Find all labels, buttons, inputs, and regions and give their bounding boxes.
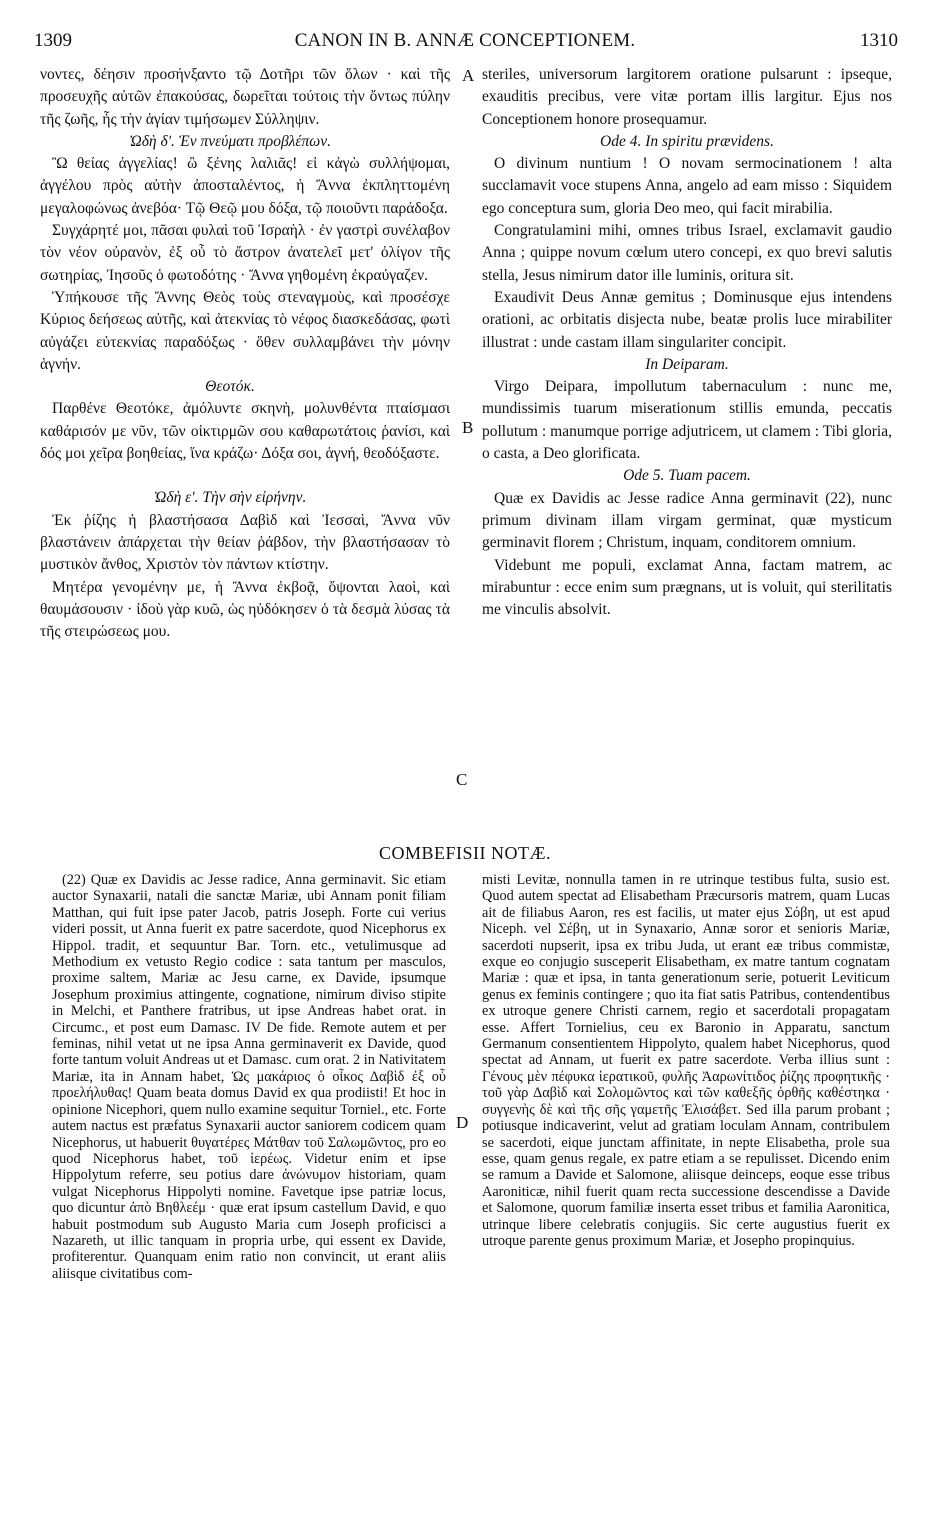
latin-paragraph: Videbunt me populi, exclamat Anna, factam matrem, ac mirabuntur : ecce enim sum prægnans, ut is voluit, qui sterilitatis me vinculis absolvit. [482,556,892,619]
greek-ode-5-heading: Ὠδὴ εʹ. Τὴν σὴν εἰρήνην. [153,489,307,507]
latin-deiparam-heading: In Deiparam. [645,355,729,373]
running-title: CANON IN B. ANNÆ CONCEPTIONEM. [294,30,636,51]
margin-letter-c: C [456,770,468,789]
latin-paragraph: Quæ ex Davidis ac Jesse radice Anna germinavit (22), nunc primum divinam illam virgam germinat, quæ mysticum germinavit florem ; Christum, inquam, conditorem omnium. [482,489,892,552]
page-header [30,28,900,58]
margin-letter-a: A [462,66,475,85]
latin-paragraph: Congratulamini mihi, omnes tribus Israel, exclamavit gaudio Anna ; quippe novum cœlum utero concepi, ex quo brevi salutis stella, Jesus nimirum dator ille luminis, oritura sit. [482,222,892,284]
latin-ode-5-heading: Ode 5. Tuam pacem. [623,467,751,485]
latin-column [482,64,892,621]
page-number-left: 1309 [34,30,72,51]
latin-paragraph: steriles, universorum largitorem oratione pulsarunt : ipseque, exauditis precibus, vere vitæ portam illis largitur. Ejus nos Conceptionem honore prosequamur. [482,66,892,128]
margin-letter-b: B [462,418,474,437]
greek-paragraph: Παρθένε Θεοτόκε, ἀμόλυντε σκηνὴ, μολυνθέντα πταίσμασι καθάρισόν με νῦν, τῶν οἰκτιρμῶν σου καθαρωτάτοις ῥανίσι, καὶ δός μοι χεῖρα βοηθείας, ἵνα κράζω· Δόξα σοι, ἁγνή, θεοδόξαστε. [40,400,450,463]
page-number-right: 1310 [860,30,898,51]
latin-paragraph: Exaudivit Deus Annæ gemitus ; Dominusque ejus intendens orationi, ac orbitatis disjecta nube, beatæ prolis luce mirabiliter illustrat : unde castam illam singulariter concipit. [482,288,892,351]
greek-paragraph: Συγχάρητέ μοι, πᾶσαι φυλαὶ τοῦ Ἰσραὴλ · ἐν γαστρὶ συνέλαβον τὸν νέον οὐρανὸν, ἐξ οὗ τὸ ἄστρον ἀνατελεῖ μετ' ὀλίγον τῆς σωτηρίας, Ἰησοῦς ὁ φωτοδότης · Ἄννα γηθομένη ἐκραύγαζεν. [40,222,450,284]
greek-ode-4-heading: Ὠδὴ δʹ. Ἐν πνεύματι προβλέπων. [129,132,331,150]
greek-paragraph: Μητέρα γενομένην με, ἡ Ἄννα ἐκβοᾷ, ὄψονται λαοὶ, καὶ θαυμάσουσιν · ἰδοὺ γὰρ κυῶ, ὡς ηὐδόκησεν ὁ τὰ δεσμὰ λύσας τὰ τῆς στειρώσεως μου. [40,578,450,641]
greek-column [40,64,450,643]
notes-left-column [52,872,446,1282]
margin-letter-d: D [456,1113,469,1132]
note-22-text: (22) Quæ ex Davidis ac Jesse radice, Anna germinavit. Sic etiam auctor Synaxarii, natali die sanctæ Mariæ, ubi Annam ponit filiam Matthan, qui fuit ipse pater Jacob, patris Joseph. Forte cui verius videri possit, ut Anna fuerit ex patre sacerdote, quod Nicephorus ex Hippol. tradit, et sequuntur Bar. Torn. etc., vetulimusque ad Methodium ex vetusto Regio codice : sata tantum per masculos, proxime saltem, Mariæ ac Jesu carne, ex Davide, ipsumque Josephum proximius attingente, cognatione, nimirum diviso stipite in Melchi, et Panthere fratribus, ut ipse Andreas habet orat. in Circumc., et post eum Damasc. IV De fide. Remote autem et per feminas, nihil vetat ut ne ipsa Anna germinaverit ex Davide, quod forte tantum voluit Andreas ut et Damasc. cum orat. 2 in Nativitatem Mariæ, ita in Annam habet, Ὡς μακάριος ὁ οἶκος Δαβὶδ ἐξ οὗ προελήλυθας! Quam beata domus David ex qua prodiisti! Et hoc in opinione Nicephori, quem nullo examine sequitur Torniel., etc. Forte autem nactus est præfatus Synaxarii auctor saniorem codicem quam Nicephorus, ut habuerit θυγατέρες Μάτθαν τοῦ Σαλωμῶντος, pro eo quod Nicephorus habet, τοῦ ἱερέως. Videtur enim et ipse Hippolytum referre, seu potius dare ἀνώνυμον historiam, quam vulgat Nicephorus Hippolyti nomine. Favetque ipse patriæ locus, quo dicuntur ἀπὸ Βηθλεέμ · quæ erat ipsum castellum David, e quo habuit postmodum sub Augusto Maria cum Joseph proficisci a Nazareth, ut illic tanquam in propria urbe, qui essent ex Davide, profiterentur. Quanquam enim ratio non convincit, ut erant aliis aliisque civitatibus com- [52,872,446,1282]
note-continuation-text: misti Levitæ, nonnulla tamen in re utrinque testibus fulta, susio est. Quod autem spectat ad Elisabetham Præcursoris matrem, quam Lucas ait de filiabus Aaron, res est facilis, ut mater ejus Σόβη, ut est apud Niceph. vel Σέβη, ut in Synaxario, Annæ soror et senioris Mariæ, sacerdoti nupserit, ipsa ex tribu Juda, ut erant eæ tribus commistæ, exque eo conjugio susceperit Elisabetham, ex matre tantum cognatam Mariæ : quæ et ipsa, in tanta generationum serie, potuerit Leviticum genus ex feminis contingere ; quo ita fiat satis Patribus, contendentibus ex utroque genere Christi carnem, regio et sacerdotali propagatam esse. Affert Tornielius, ceu ex Baronio in Apparatu, sanctum Germanum consentientem Hippolyto, qualem habet Nicephorus, quod spectat ad Annam, ut fuerit ex patre sacerdote. Verba illius sunt : Γένους μὲν πέφυκα ἱερατικοῦ, φυλῆς Ἀαρωνίτιδος ῥίζης προφητικῆς · τοῦ γὰρ Δαβὶδ καὶ Σολομῶντος καὶ τῶν καθεξῆς ὀρθῆς καθέστηκα · συγγενὴς δὲ καὶ τῆς σῆς γαμετῆς Ἐλισάβετ. Sed illa parum probant ; potiusque indicaverint, velut ad gratiam loculam Annam, contribulem se sacerdoti, eique junctam affinitate, in nepte Elisabetha, prole sua esse, quam genus regale, ex patre etiam a se repulisset. Dicendo enim se ramum a Davide et Salomone, aliisque deinceps, eoque esse tribus Aaroniticæ, nihil fuerit quam recta successione descendisse a Davide et Salomone, quorum familiæ inserta esset tribus et familia Aaronitica, utrinque libere celebratis conjugiis. Sic certe augustius fuerit ex utroque parente genus proximum Mariæ, et Josepho propinquius. [482,872,891,1249]
greek-theotokion-heading: Θεοτόκ. [205,378,255,396]
latin-ode-4-heading: Ode 4. In spiritu prævidens. [600,132,774,150]
notes-heading: COMBEFISII NOTÆ. [378,843,551,863]
latin-paragraph: Virgo Deipara, impollutum tabernaculum : nunc me, mundissimis tuarum miserationum stillis emunda, peccatis pollutum : manumque porrige adjutricem, ut clamem : Tibi gloria, o casta, a Deo glorificata. [482,378,892,463]
greek-paragraph: Ὢ θείας ἀγγελίας! ὢ ξένης λαλιᾶς! εἰ κἀγὼ συλλήψομαι, ἀγγέλου πρὸς αὐτὴν ἀποσταλέντος, ἡ Ἄννα ἐκπληττομένη μεγαλοφώνως ἀνεβόα· Τῷ Θεῷ μου δόξα, τῷ ποιοῦντι παράδοξα. [40,155,450,217]
greek-paragraph: Ὑπήκουσε τῆς Ἄννης Θεὸς τοὺς στεναγμοὺς, καὶ προσέσχε Κύριος δεήσεως αὐτῆς, καὶ ἀτεκνίας τὸ νέφος διασκεδάσας, φωτὶ αὐγάζει εὐτεκνίας παραδόξως · ὅθεν συλλαμβάνει τὴν μόνην ἁγνήν. [40,288,450,373]
latin-paragraph: O divinum nuntium ! O novam sermocinationem ! alta succlamavit voce stupens Anna, angelo ad eam misso : Siquidem ego conceptura sum, gloria Deo meo, qui facit mirabilia. [482,155,892,217]
greek-paragraph: Ἐκ ῥίζης ἡ βλαστήσασα Δαβὶδ καὶ Ἰεσσαὶ, Ἄννα νῦν βλαστάνειν ἀπάρχεται τὴν θείαν ῥάβδον, τὴν βλαστήσασαν τὸ μυστικὸν ἄνθος, Χριστὸν τὸν πάντων κτίστην. [40,511,450,574]
notes-right-column [482,872,890,1249]
greek-paragraph: νοντες, δέησιν προσήνξαντο τῷ Δοτῆρι τῶν ὅλων · καὶ τῆς προσευχῆς αὐτῶν ἐπακούσας, δωρεῖται τούτοις τὴν ὄντως πύλην τῆς ζωῆς, ἧς τὴν ἁγίαν τιμήσωμεν Σύλληψιν. [40,66,450,128]
